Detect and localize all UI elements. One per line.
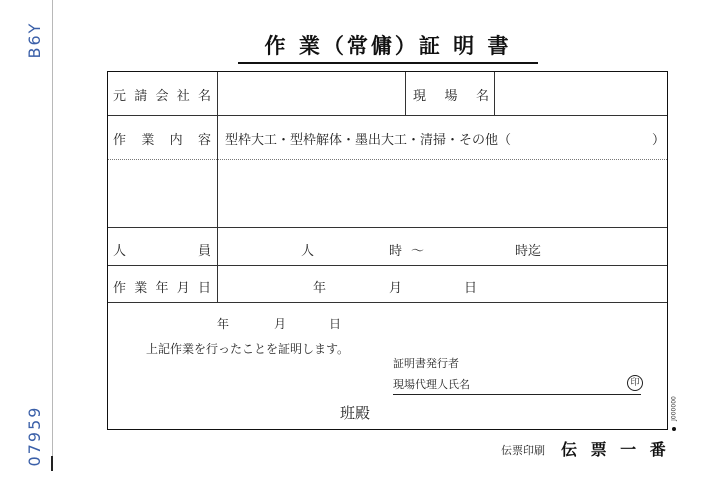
corner-dot <box>672 427 676 431</box>
serial-code: J000000 <box>670 396 678 421</box>
work-type-options: 型枠大工・型枠解体・墨出大工・清掃・その他（ <box>225 133 512 148</box>
signature-line <box>393 394 641 395</box>
stub-margin-line <box>52 0 53 470</box>
publisher-brand: 伝 票 一 番 <box>561 440 670 459</box>
row-divider-2 <box>108 227 667 228</box>
contractor-label: 元 請 会 社 名 <box>113 89 211 104</box>
cert-issuer-label: 証明書発行者 <box>393 357 459 370</box>
form-number: 07959 <box>25 405 44 467</box>
site-label: 現 場 名 <box>413 89 489 104</box>
site-divider-right <box>494 72 495 115</box>
cert-date-year: 年 <box>217 317 230 331</box>
cert-statement: 上記作業を行ったことを証明します。 <box>146 342 350 356</box>
row-divider-4 <box>108 302 667 303</box>
cert-date-day: 日 <box>329 317 342 331</box>
personnel-unit: 人 <box>301 244 315 259</box>
label-column-divider <box>217 72 218 302</box>
publisher-small-text: 伝票印刷 <box>501 444 545 457</box>
title-underline <box>238 62 538 64</box>
site-field[interactable] <box>497 74 665 113</box>
row-divider-1 <box>108 115 667 116</box>
time-range-tilde: ～ <box>411 244 425 259</box>
end-hour-unit: 時迄 <box>515 244 542 259</box>
contractor-field[interactable] <box>220 74 403 113</box>
personnel-label: 人 員 <box>113 244 211 259</box>
row-divider-3 <box>108 265 667 266</box>
work-date-label: 作 業 年 月 日 <box>113 281 211 296</box>
group-name-field[interactable] <box>220 398 335 422</box>
work-type-close-paren: ） <box>652 133 666 148</box>
work-date-month: 月 <box>389 281 403 296</box>
group-honorific: 班殿 <box>340 404 371 422</box>
work-content-label: 作 業 内 容 <box>113 133 211 148</box>
site-agent-name-field[interactable] <box>478 372 618 392</box>
site-agent-label: 現場代理人氏名 <box>393 378 470 391</box>
work-details-field[interactable] <box>220 162 665 225</box>
site-divider-left <box>405 72 406 115</box>
row-divider-dotted <box>108 159 667 160</box>
cert-date-month: 月 <box>274 317 287 331</box>
work-date-year: 年 <box>313 281 327 296</box>
form-size-code: B6Y <box>25 21 44 59</box>
start-hour-unit: 時 <box>389 244 403 259</box>
seal-mark: 印 <box>627 375 643 391</box>
page-title: 作 業（常傭）証 明 書 <box>264 33 512 58</box>
stub-tick-mark <box>51 456 53 471</box>
work-date-day: 日 <box>464 281 478 296</box>
